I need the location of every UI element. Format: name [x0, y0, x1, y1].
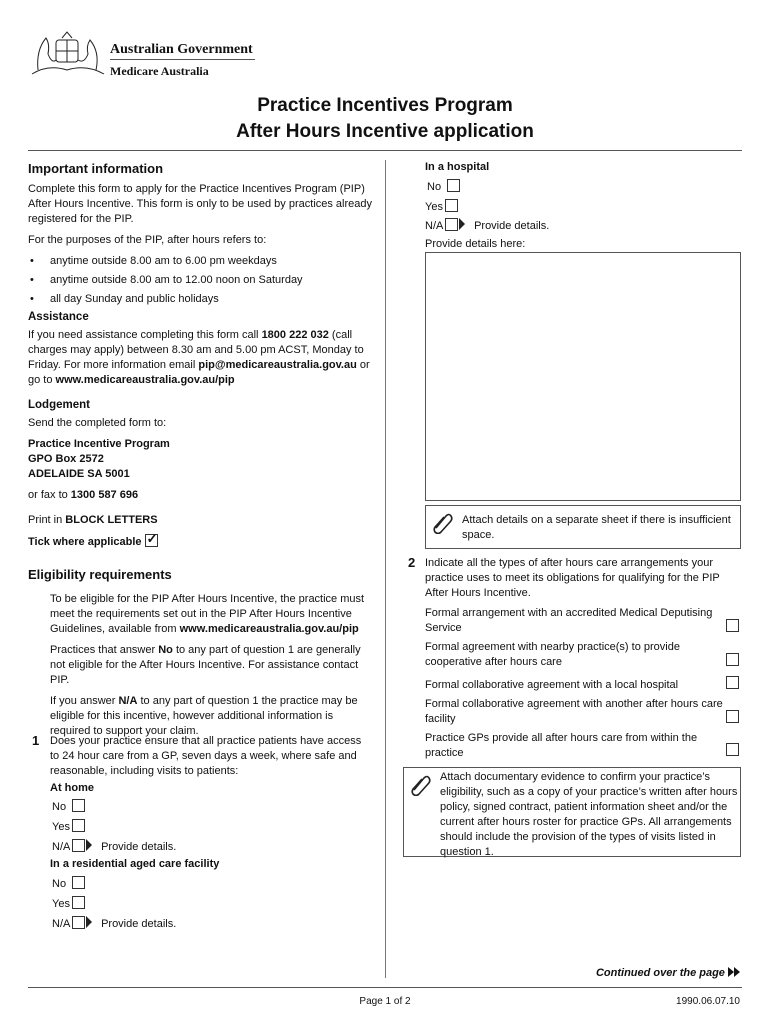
evidence-note-text: Attach documentary evidence to confirm your practice’s eligibility, such as a copy of your practice’s written after hours policy, signed contract, patient information sheet and/or the current after hours roster for practice GPs. All arrangements should include the provision of the types of visits listed in question 1.: [440, 771, 738, 858]
tick-instruction: Tick where applicable ✓: [28, 531, 158, 548]
details-textarea[interactable]: [425, 252, 741, 501]
hospital-na-checkbox[interactable]: [445, 218, 458, 231]
rac-no-checkbox[interactable]: [72, 876, 85, 889]
header-divider: [110, 59, 255, 60]
footer-divider: [28, 987, 742, 988]
rac-yes-option[interactable]: Yes: [52, 896, 85, 912]
eligibility-paragraph: If you answer N/A to any part of question 1 the practice may be eligible for this incentive, however additional information is required to support your claim.: [50, 695, 358, 737]
rac-no-option[interactable]: No: [52, 876, 85, 892]
after-hours-definition: For the purposes of the PIP, after hours refers to:: [28, 234, 267, 246]
assistance-section: [28, 310, 373, 394]
hospital-no-checkbox[interactable]: [447, 179, 460, 192]
arrangement-checkbox[interactable]: [726, 619, 739, 632]
paperclip-icon: [430, 510, 454, 534]
eligibility-text: [50, 592, 370, 745]
hospital-heading: In a hospital: [425, 161, 490, 173]
lodgement-section: [28, 398, 373, 556]
provide-details-label: Provide details here:: [425, 238, 526, 250]
home-na-checkbox[interactable]: [72, 839, 85, 852]
column-divider: [385, 160, 386, 978]
arrangement-label: Formal collaborative agreement with a local hospital: [425, 679, 679, 691]
lodgement-heading: Lodgement: [28, 399, 90, 411]
arrangement-label: Formal arrangement with an accredited Medical Deputising Service: [425, 607, 713, 634]
form-title-line-1: Practice Incentives Program: [257, 95, 513, 116]
important-heading: Important information: [28, 161, 164, 176]
assistance-text: If you need assistance completing this form call 1800 222 032 (call charges may apply) between 8.30 am and 5.00 pm ACST, Monday to Friday. For more information email pip@medicareaustralia.gov.au or go to www.medicareaustralia.gov.au/pip: [28, 329, 370, 386]
arrow-right-icon: [86, 839, 92, 851]
hospital-yes-checkbox[interactable]: [445, 199, 458, 212]
rac-na-option[interactable]: N/A Provide details.: [52, 918, 177, 930]
postal-address: [28, 437, 373, 482]
arrangement-label: Formal collaborative agreement with another after hours care facility: [425, 698, 723, 725]
home-yes-checkbox[interactable]: [72, 819, 85, 832]
assistance-heading: Assistance: [28, 311, 89, 323]
address-line: ADELAIDE SA 5001: [28, 468, 130, 480]
rac-yes-checkbox[interactable]: [72, 896, 85, 909]
important-text: Complete this form to apply for the Practice Incentives Program (PIP) After Hours Incentive. This form is only to be used by practices already registered for the PIP.: [28, 183, 373, 225]
arrangement-label: Formal agreement with nearby practice(s) to provide cooperative after hours care: [425, 641, 680, 668]
coat-of-arms-logo: [28, 30, 108, 80]
print-instruction: Print in BLOCK LETTERS: [28, 514, 158, 526]
agency-name: Medicare Australia: [110, 64, 209, 78]
email-link[interactable]: pip@medicareaustralia.gov.au: [198, 359, 357, 371]
arrangement-checkbox[interactable]: [726, 676, 739, 689]
address-line: GPO Box 2572: [28, 453, 104, 465]
home-no-checkbox[interactable]: [72, 799, 85, 812]
arrangement-checkbox[interactable]: [726, 710, 739, 723]
hospital-yes-option[interactable]: Yes: [425, 199, 458, 215]
hospital-na-option[interactable]: N/A Provide details.: [425, 220, 550, 232]
government-name: Australian Government: [110, 42, 253, 57]
eligibility-paragraph: Practices that answer No to any part of question 1 are generally not eligible for the After Hours Incentive. For assistance contact PIP.: [50, 644, 361, 686]
arrow-right-icon: [459, 218, 465, 230]
form-title: [0, 93, 770, 145]
at-home-heading: At home: [50, 782, 94, 794]
page-number: Page 1 of 2: [359, 996, 411, 1007]
question-1-text: Does your practice ensure that all practice patients have access to 24 hour care from a GP, seven days a week, where safe and reasonable, including visits to patients:: [50, 735, 362, 777]
rac-na-checkbox[interactable]: [72, 916, 85, 929]
form-title-line-2: After Hours Incentive application: [236, 121, 534, 142]
form-code: 1990.06.07.10: [676, 996, 740, 1007]
eligibility-paragraph: To be eligible for the PIP After Hours Incentive, the practice must meet the requirements set out in the PIP After Hours Incentive Guidelines, available from www.medicareaustralia.gov.au/pip: [50, 593, 365, 635]
attach-note-text: Attach details on a separate sheet if there is insufficient space.: [462, 514, 731, 541]
home-yes-option[interactable]: Yes: [52, 819, 85, 835]
address-line: Practice Incentive Program: [28, 438, 170, 450]
checkmark-icon: ✓: [146, 531, 158, 546]
attach-note-box: [425, 505, 741, 549]
list-item: • anytime outside 8.00 am to 6.00 pm weekdays: [28, 254, 373, 269]
list-item: • anytime outside 8.00 am to 12.00 noon on Saturday: [28, 273, 373, 288]
arrangement-checkbox[interactable]: [726, 743, 739, 756]
home-na-option[interactable]: N/A Provide details.: [52, 841, 177, 853]
important-section: [28, 160, 373, 311]
eligibility-section: [28, 566, 373, 583]
after-hours-list: [28, 254, 373, 307]
list-item: • all day Sunday and public holidays: [28, 292, 373, 307]
hospital-no-option[interactable]: No: [427, 179, 460, 195]
evidence-note-box: [403, 767, 741, 857]
question-1-number: 1: [32, 733, 40, 748]
continued-note: Continued over the page: [596, 966, 740, 981]
rac-heading: In a residential aged care facility: [50, 858, 220, 870]
fax-text: or fax to 1300 587 696: [28, 489, 139, 501]
arrangement-label: Practice GPs provide all after hours care from within the practice: [425, 732, 698, 759]
guidelines-link[interactable]: www.medicareaustralia.gov.au/pip: [179, 623, 359, 635]
fax-number: 1300 587 696: [70, 489, 139, 501]
lodgement-text: Send the completed form to:: [28, 417, 167, 429]
website-link[interactable]: www.medicareaustralia.gov.au/pip: [55, 374, 235, 386]
arrangement-checkbox[interactable]: [726, 653, 739, 666]
arrow-right-icon: [86, 916, 92, 928]
question-2-text: Indicate all the types of after hours care arrangements your practice uses to meet its obligations for qualifying for the PIP After Hours Incentive.: [425, 557, 720, 599]
paperclip-icon: [408, 772, 432, 796]
home-no-option[interactable]: No: [52, 799, 85, 815]
top-divider: [28, 150, 742, 151]
eligibility-heading: Eligibility requirements: [28, 567, 172, 582]
phone-number: 1800 222 032: [261, 329, 329, 341]
question-2-number: 2: [408, 555, 416, 570]
